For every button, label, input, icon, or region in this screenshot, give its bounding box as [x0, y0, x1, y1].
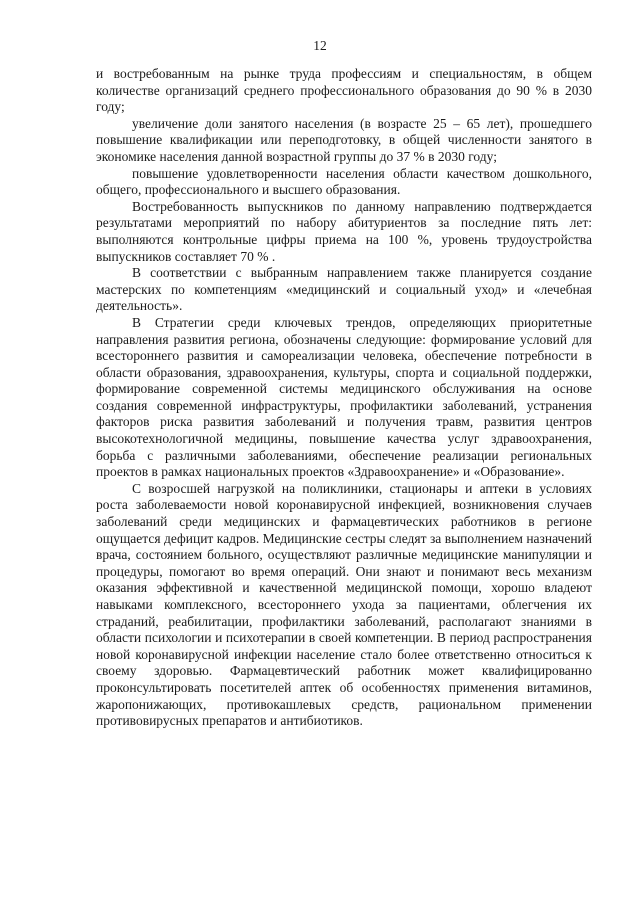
paragraph-education-satisfaction: повышение удовлетворенности населения области качеством дошкольного, общего, профессионального и высшего образования.	[96, 165, 592, 198]
paragraph-staff-shortage: С возросшей нагрузкой на поликлиники, стационары и аптеки в условиях роста заболеваемости новой коронавирусной инфекцией, возникновения случаев заболеваний среди медицинских и фармацевтических работников в регионе ощущается дефицит кадров. Медицинские сестры следят за выполнением назначений врача, состоянием больного, осуществляют различные медицинские манипуляции и процедуры, помогают во время операций. Они знают и понимают весь механизм оказания эффективной и качественной медицинской помощи, хорошо владеют навыками комплексного, всестороннего ухода за пациентами, облегчения их страданий, реабилитации, профилактики заболеваний, располагают знаниями в области психологии и психотерапии в своей компетенции. В период распространения новой коронавирусной инфекции население стало более ответственно относиться к своему здоровью. Фармацевтический работник может квалифицированно проконсультировать посетителей аптек об особенностях применения витаминов, жаропонижающих, противокашлевых средств, рациональном применении противовирусных препаратов и антибиотиков.	[96, 480, 592, 729]
page-number: 12	[313, 38, 327, 53]
document-body	[96, 66, 592, 730]
paragraph-strategy-trends: В Стратегии среди ключевых трендов, определяющих приоритетные направления развития региона, обозначены следующие: формирование условий для всестороннего развития и самореализации человека, обеспечение потребности в области образования, здравоохранения, культуры, спорта и социальной поддержки, формирование современной системы медицинского обслуживания на основе создания современной инфраструктуры, профилактики заболеваний, устранения факторов риска развития заболеваний и получения травм, развития центров высокотехнологичной медицины, повышение качества услуг здравоохранения, борьба с различными заболеваниями, обеспечение реализации региональных проектов в рамках национальных проектов «Здравоохранение» и «Образование».	[96, 314, 592, 480]
paragraph-employment-growth: увеличение доли занятого населения (в возрасте 25 – 65 лет), прошедшего повышение квалификации или переподготовку, в общей численности занятого в экономике населения данной возрастной группы до 37 % в 2030 году;	[96, 115, 592, 164]
paragraph-graduate-demand: Востребованность выпускников по данному направлению подтверждается результатами мероприятий по набору абитуриентов за последние пять лет: выполняются контрольные цифры приема на 100 %, уровень трудоустройства выпускников составляет 70 % .	[96, 198, 592, 264]
paragraph-continuation: и востребованным на рынке труда профессиям и специальностям, в общем количестве организаций среднего профессионального образования до 90 % в 2030 году;	[96, 66, 592, 115]
paragraph-workshops: В соответствии с выбранным направлением также планируется создание мастерских по компетенциям «медицинский и социальный уход» и «лечебная деятельность».	[96, 265, 592, 314]
